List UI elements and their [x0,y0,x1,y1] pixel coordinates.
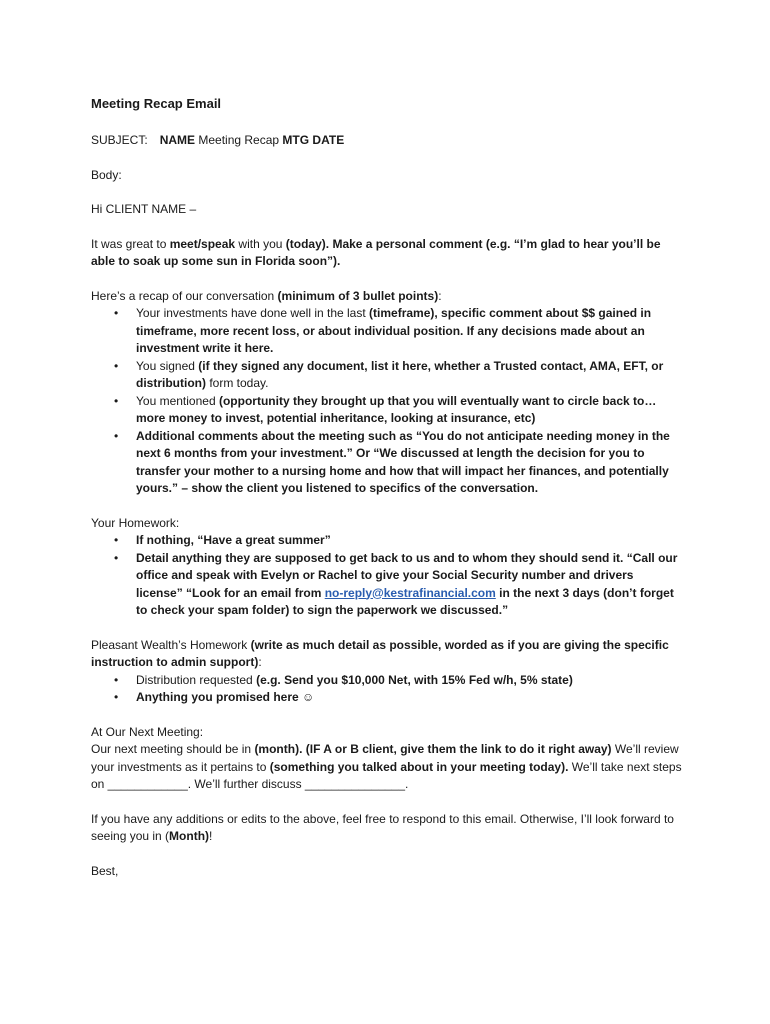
document-title: Meeting Recap Email [91,96,222,111]
homework-list [91,532,683,620]
closing-a: If you have any additions or edits to the above, feel free to respond to this email. Otherwise, I’ll look forward to seeing you in ( [91,811,674,843]
subject-label: SUBJECT: [91,133,148,147]
recap-b2-b: (if they signed any document, list it here, whether a Trusted contact, AMA, EFT, or distribution) [136,358,664,390]
recap-b3-b: (opportunity they brought up that you will eventually want to circle back to… more money to invest, potential inheritance, looking at insurance, etc) [136,393,657,425]
pw-lead-b: (write as much detail as possible, worded as if you are giving the specific instruction to admin support) [91,637,669,669]
intro-text-c: with you [235,236,286,251]
pw-b1-a: Distribution requested [136,672,257,687]
recap-lead-c: : [438,288,442,303]
closing-c: ! [209,829,213,843]
recap-lead-b: (minimum of 3 bullet points) [277,288,439,303]
intro-paragraph [91,236,683,271]
next-e: We’ll take next steps on ____________. We’ll further discuss _______________. [91,759,682,791]
list-item [136,689,683,707]
smiley-icon: ☺ [302,690,315,704]
recap-b1-b: (timeframe), specific comment about $$ gained in timeframe, more recent loss, or about individual position. If any decisions made about an investment write it here. [136,306,652,355]
subject-line [91,132,683,150]
pw-lead [91,637,683,672]
closing-paragraph [91,811,683,846]
recap-b1-a: Your investments have done well in the last [136,306,370,320]
recap-lead-a: Here’s a recap of our conversation [91,288,278,303]
homework-b1: If nothing, “Have a great summer” [136,533,331,547]
subject-name: NAME [159,133,196,147]
next-meeting-paragraph [91,741,683,794]
email-template [91,95,683,897]
list-item [136,672,683,690]
next-d: (something you talked about in your meeting today). [269,759,569,774]
recap-b2-c: form today. [205,376,269,390]
intro-text-d: (today). Make a personal comment (e.g. “I’m glad to hear you’ll be able to soak up some sun in Florida soon”). [91,236,661,268]
intro-text-a: It was great to [91,236,170,251]
body-label: Body: [91,167,122,182]
email-link[interactable]: no-reply@kestrafinancial.com [324,585,496,600]
closing-b: Month) [169,829,210,843]
list-item [136,358,683,393]
intro-text-b: meet/speak [169,236,236,251]
pw-lead-c: : [258,655,262,669]
next-meeting-label: At Our Next Meeting: [91,724,204,739]
subject-date: MTG DATE [282,133,345,147]
pw-b1-b: (e.g. Send you $10,000 Net, with 15% Fed w/h, 5% state) [256,672,573,687]
greeting: Hi CLIENT NAME – [91,202,197,216]
recap-lead [91,288,683,306]
recap-b3-a: You mentioned [136,393,219,408]
next-c: We’ll review your investments as it pertains to [91,742,679,774]
pw-lead-a: Pleasant Wealth’s Homework [91,637,251,652]
next-b: (month). (IF A or B client, give them the link to do it right away) [254,742,612,756]
recap-b4: Additional comments about the meeting such as “You do not anticipate needing money in the next 6 months from your investment.” Or “We discussed at length the decision for you to transfer your mother to a nursing home and how that will impact her finances, and potentially yours.” – show the client you listened to specifics of the conversation. [136,428,670,495]
list-item [136,305,683,358]
homework-b2-a: Detail anything they are supposed to get back to us and to whom they should send it. “Call our office and speak with Evelyn or Rachel to give your Social Security number and drivers license” “Look for an email from [136,550,678,600]
pw-b2: Anything you promised here [136,690,303,704]
list-item [136,532,683,550]
list-item [136,393,683,428]
homework-label: Your Homework: [91,515,180,530]
next-a: Our next meeting should be in [91,742,255,756]
signoff: Best, [91,863,119,878]
list-item [136,428,683,498]
recap-b2-a: You signed [136,358,199,373]
recap-list [91,305,683,498]
pw-list [91,672,683,707]
list-item [136,550,683,620]
homework-b2-b: in the next 3 days (don’t forget to check your spam folder) to sign the paperwork we discussed.” [136,585,674,617]
subject-mid: Meeting Recap [195,133,283,147]
